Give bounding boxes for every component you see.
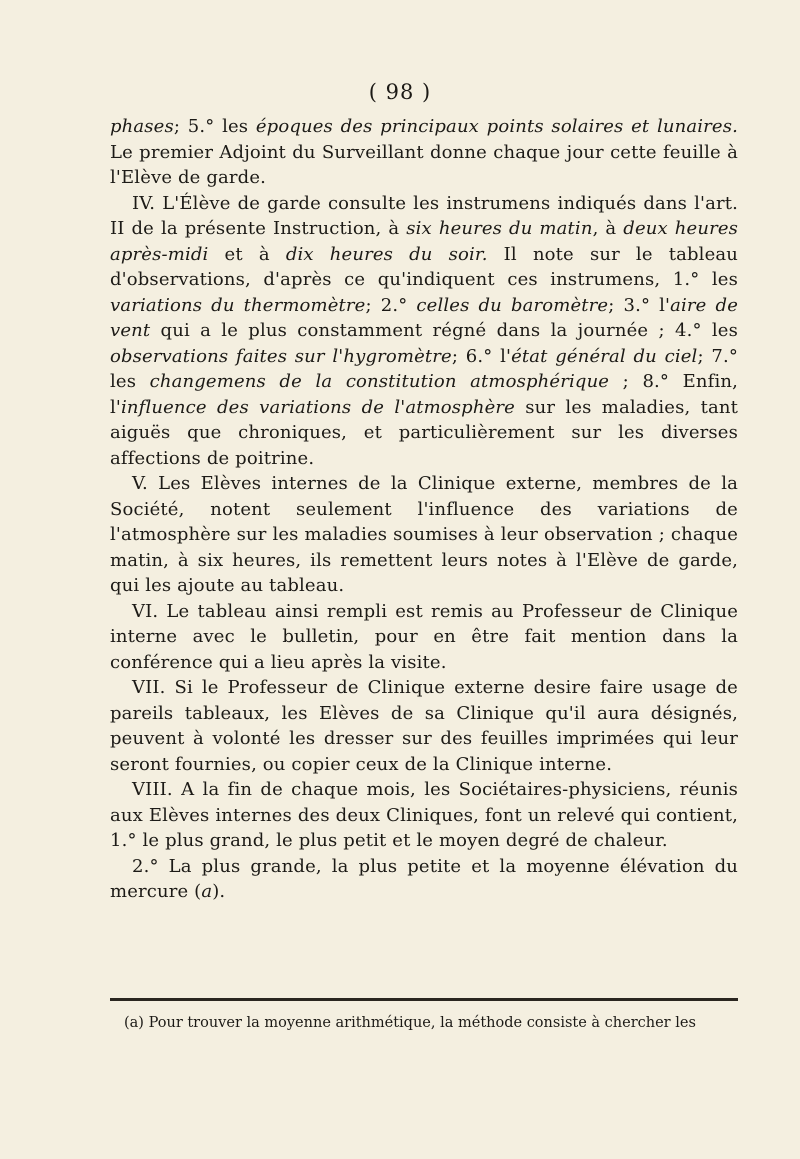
paragraph	[110, 854, 738, 905]
text-segment: Le premier Adjoint du Surveillant donne chaque jour cette feuille à l'Elève de garde.	[110, 141, 738, 188]
text-segment: et à	[208, 243, 286, 265]
text-segment: ; 5.° les	[173, 116, 256, 137]
text-segment: ).	[212, 881, 226, 902]
italic-text: deux heures après-midi	[110, 218, 739, 265]
page-number: ( 98 )	[368, 80, 432, 104]
footnote-text: Pour trouver la moyenne arithmétique, la méthode consiste à chercher les	[148, 1015, 696, 1031]
footnote-marker: (a)	[124, 1015, 144, 1031]
italic-text: dix heures du soir.	[285, 243, 488, 265]
text-segment: 2.° La plus grande, la plus petite et la moyenne élévation du mercure (	[110, 855, 738, 902]
text-segment: ; 8.° Enfin, l'	[110, 371, 739, 418]
italic-text: phases	[110, 116, 174, 137]
italic-text: observations faites sur l'hygromètre	[110, 345, 452, 367]
paragraph	[110, 191, 738, 472]
italic-text: a	[201, 881, 213, 902]
text-segment: ; 3.° l'	[608, 294, 671, 316]
italic-text: influence des variations de l'atmosphère	[121, 396, 515, 418]
text-segment: ; 7.° les	[110, 345, 739, 392]
text-segment: V. Les Elèves internes de la Clinique externe, membres de la Société, notent seulement l'influence des variations de l'atmosphère sur les maladies soumises à leur observation ; chaque matin, à six heures, ils remettent leurs notes à l'Elève de garde, qui les ajoute au tableau.	[110, 473, 738, 596]
paragraph	[110, 675, 738, 777]
italic-text: état général du ciel	[511, 345, 698, 367]
italic-text: changemens de la constitution atmosphérique	[149, 371, 610, 392]
footnote	[124, 1013, 738, 1033]
text-segment: VII. Si le Professeur de Clinique externe desire faire usage de pareils tableaux, les Elèves de sa Clinique qu'il aura désignés, peuvent à volonté les dresser sur des feuilles imprimées qui leur seront fournies, ou copier ceux de la Clinique interne.	[110, 677, 738, 775]
paragraph	[110, 599, 738, 676]
main-text	[110, 114, 738, 905]
text-segment: , à	[592, 218, 624, 239]
text-segment: VIII. A la fin de chaque mois, les Sociétaires-physiciens, réunis aux Elèves internes des deux Cliniques, font un relevé qui contient, 1.° le plus grand, le plus petit et le moyen degré de chaleur.	[110, 779, 738, 851]
text-segment: VI. Le tableau ainsi rempli est remis au Professeur de Clinique interne avec le bulletin, pour en être fait mention dans la conférence qui a lieu après la visite.	[110, 600, 738, 673]
italic-text: variations du thermomètre	[110, 294, 366, 316]
italic-text: six heures du matin	[406, 218, 593, 239]
text-segment: IV. L'Élève de garde consulte les instrumens indiqués dans l'art. II de la présente Instruction, à	[110, 192, 738, 239]
italic-text: époques des principaux points solaires et lunaires.	[255, 116, 738, 137]
italic-text: aire de vent	[110, 294, 738, 341]
text-segment: Il note sur le tableau d'observations, d'après ce qu'indiquent ces instrumens, 1.° les	[110, 243, 739, 290]
paragraph	[110, 471, 738, 599]
text-segment: sur les maladies, tant aiguës que chroniques, et particulièrement sur les diverses affections de poitrine.	[110, 396, 738, 469]
italic-text: celles du baromètre	[416, 294, 609, 316]
text-segment: ; 6.° l'	[451, 345, 512, 367]
paragraph	[110, 777, 738, 854]
footnote-rule	[110, 998, 738, 1001]
text-segment: ; 2.°	[365, 294, 417, 316]
paragraph	[110, 114, 738, 191]
text-segment: qui a le plus constamment régné dans la journée ; 4.° les	[150, 320, 738, 341]
